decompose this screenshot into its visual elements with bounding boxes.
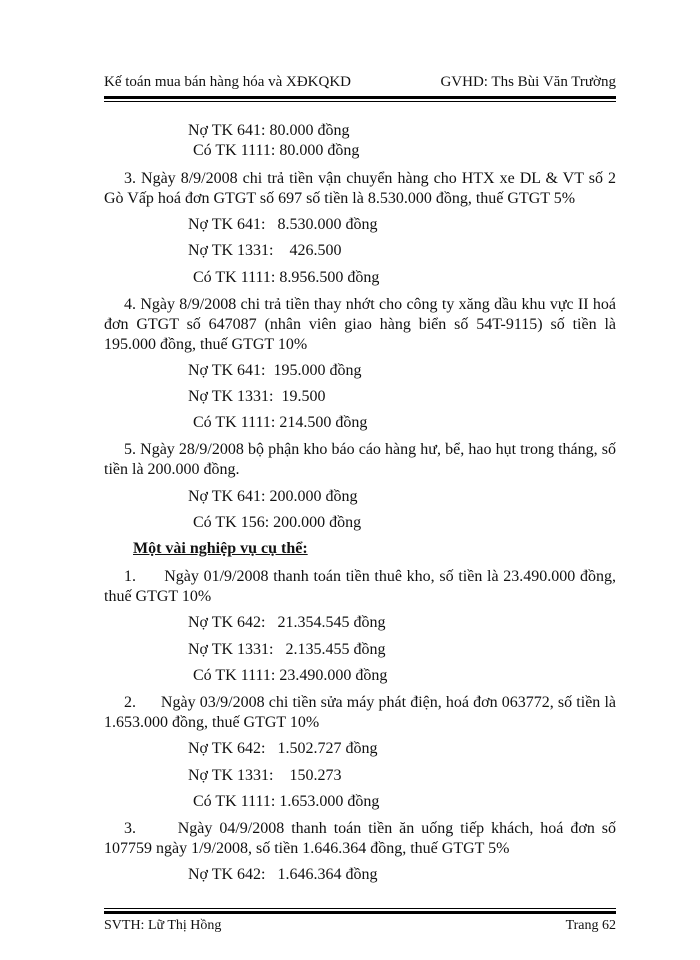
entry-line: Nợ TK 641: 195.000 đồng <box>188 362 362 379</box>
entry-line: Nợ TK 642: 1.502.727 đồng <box>188 740 378 757</box>
paragraph-line: Gò Vấp hoá đơn GTGT số 697 số tiền là 8.530.000 đồng, thuế GTGT 5% <box>104 190 576 207</box>
header-advisor: GVHD: Ths Bùi Văn Trường <box>440 74 616 90</box>
paragraph-line: tiền là 200.000 đồng. <box>104 461 240 478</box>
header-rule <box>104 96 616 102</box>
entry-line: Nợ TK 642: 1.646.364 đồng <box>188 866 378 883</box>
entry-line: Nợ TK 1331: 2.135.455 đồng <box>188 641 386 658</box>
paragraph-line: đơn GTGT số 647087 (nhân viên giao hàng biển số 54T-9115) số tiền là <box>104 316 616 333</box>
paragraph-line: 5. Ngày 28/9/2008 bộ phận kho báo cáo hàng hư, bể, hao hụt trong tháng, số <box>124 441 616 458</box>
paragraph-line: 1. Ngày 01/9/2008 thanh toán tiền thuê kho, số tiền là 23.490.000 đồng, <box>124 568 616 585</box>
entry-line: Nợ TK 1331: 150.273 <box>188 767 342 784</box>
entry-line: Có TK 1111: 23.490.000 đồng <box>193 667 388 684</box>
paragraph-line: 2. Ngày 03/9/2008 chi tiền sửa máy phát điện, hoá đơn 063772, số tiền là <box>124 694 616 711</box>
paragraph-line: 195.000 đồng, thuế GTGT 10% <box>104 336 308 353</box>
entry-line: Có TK 1111: 80.000 đồng <box>193 142 360 159</box>
entry-line: Có TK 1111: 214.500 đồng <box>193 414 368 431</box>
header-title: Kế toán mua bán hàng hóa và XĐKQKD <box>104 74 352 90</box>
paragraph-line: 1.653.000 đồng, thuế GTGT 10% <box>104 714 320 731</box>
paragraph-line: 4. Ngày 8/9/2008 chi trả tiền thay nhớt cho công ty xăng dầu khu vực II hoá <box>124 296 616 313</box>
page-header <box>104 74 616 91</box>
section-heading: Một vài nghiệp vụ cụ thể: <box>133 540 308 557</box>
page-footer <box>104 918 616 934</box>
page-number: Trang 62 <box>565 918 616 933</box>
entry-line: Nợ TK 642: 21.354.545 đồng <box>188 614 386 631</box>
entry-line: Có TK 1111: 1.653.000 đồng <box>193 793 380 810</box>
paragraph-line: thuế GTGT 10% <box>104 588 212 605</box>
entry-line: Nợ TK 1331: 19.500 <box>188 388 326 405</box>
paragraph-line: 3. Ngày 04/9/2008 thanh toán tiền ăn uống tiếp khách, hoá đơn số <box>124 820 616 837</box>
entry-line: Có TK 156: 200.000 đồng <box>193 514 362 531</box>
entry-line: Nợ TK 641: 80.000 đồng <box>188 122 350 139</box>
footer-rule <box>104 908 616 914</box>
entry-line: Có TK 1111: 8.956.500 đồng <box>193 269 380 286</box>
entry-line: Nợ TK 641: 8.530.000 đồng <box>188 216 378 233</box>
entry-line: Nợ TK 1331: 426.500 <box>188 242 342 259</box>
paragraph-line: 3. Ngày 8/9/2008 chi trả tiền vận chuyển hàng cho HTX xe DL & VT số 2 <box>124 170 616 187</box>
paragraph-line: 107759 ngày 1/9/2008, số tiền 1.646.364 đồng, thuế GTGT 5% <box>104 840 510 857</box>
footer-student: SVTH: Lữ Thị Hồng <box>104 918 222 933</box>
entry-line: Nợ TK 641: 200.000 đồng <box>188 488 358 505</box>
